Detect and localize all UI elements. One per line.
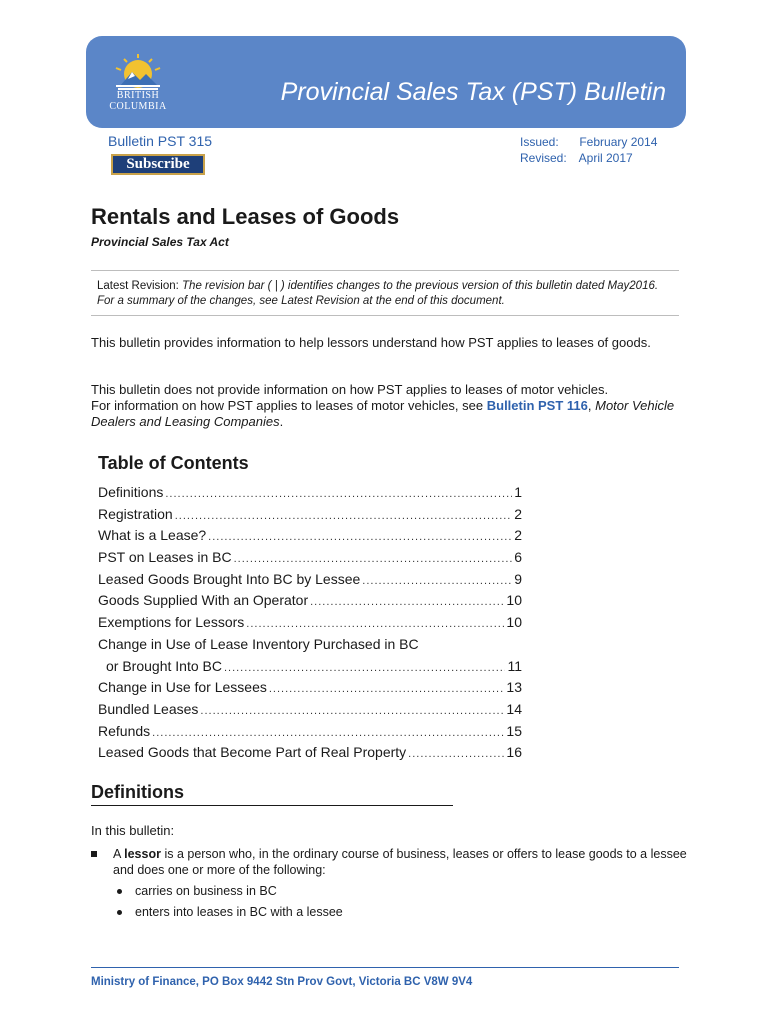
intro-paragraph-2 — [91, 382, 676, 430]
toc-item[interactable]: Goods Supplied With an Operator ..... 10 — [98, 590, 522, 612]
list-item: enters into leases in BC with a lessee — [113, 902, 691, 923]
issued-label: Issued: — [520, 135, 559, 149]
toc-item[interactable]: Change in Use of Lease Inventory Purchased in BC — [98, 635, 419, 652]
intro-para2-sep: , — [587, 398, 596, 413]
square-bullet-icon — [91, 851, 97, 857]
lessor-conditions — [113, 881, 691, 923]
subscribe-button[interactable]: Subscribe — [111, 154, 205, 175]
sun-mountains-icon — [102, 52, 174, 92]
toc-item[interactable]: Exemptions for Lessors ..... 10 — [98, 612, 522, 634]
revision-label: Latest Revision: — [97, 280, 179, 292]
footer-divider — [91, 967, 679, 968]
bulletin-pst-116-link[interactable]: Bulletin PST 116 — [486, 398, 588, 413]
intro-para2-end: . — [279, 414, 284, 429]
toc-item[interactable]: What is a Lease? ..... 2 — [98, 525, 522, 547]
revised-value: April 2017 — [578, 151, 633, 165]
toc-item[interactable]: Leased Goods Brought Into BC by Lessee ..... 9 — [98, 569, 522, 591]
intro-paragraph-1: This bulletin provides information to help lessors understand how PST applies to leases of goods. — [91, 335, 651, 350]
toc-item[interactable]: Leased Goods that Become Part of Real Property ..... 16 — [98, 742, 522, 764]
issued-value: February 2014 — [579, 135, 658, 149]
toc-item[interactable]: Change in Use for Lessees ..... 13 — [98, 677, 522, 699]
list-item: carries on business in BC — [113, 881, 691, 902]
toc-item[interactable]: Bundled Leases ..... 14 — [98, 699, 522, 721]
table-of-contents — [98, 482, 522, 764]
round-bullet-icon — [117, 889, 122, 894]
toc-item[interactable]: Registration ..... 2 — [98, 504, 522, 526]
revision-text: The revision bar ( | ) identifies changes to the previous version of this bulletin dated May2016. For a summary of the changes, see Latest Revision at the end of this document. — [97, 280, 659, 307]
intro-para2-line1: This bulletin does not provide information on how PST applies to leases of motor vehicles. — [91, 382, 609, 397]
document-title: Rentals and Leases of Goods — [91, 204, 400, 229]
intro-para2-prefix: For information on how PST applies to leases of motor vehicles, see — [91, 398, 487, 413]
toc-title: Table of Contents — [98, 453, 249, 473]
definitions-heading: Definitions — [91, 782, 453, 806]
toc-item[interactable]: Definitions ..... 1 — [98, 482, 522, 504]
logo-text-line2: COLUMBIA — [109, 101, 167, 112]
lessor-term: lessor — [124, 847, 161, 861]
round-bullet-icon — [117, 910, 122, 915]
toc-item[interactable]: PST on Leases in BC ..... 6 — [98, 547, 522, 569]
toc-item[interactable]: Refunds ..... 15 — [98, 721, 522, 743]
revised-label: Revised: — [520, 151, 567, 165]
bulletin-number: Bulletin PST 315 — [108, 133, 213, 149]
toc-item[interactable]: or Brought Into BC ..... 11 — [98, 656, 522, 678]
footer-address: Ministry of Finance, PO Box 9442 Stn Prov Govt, Victoria BC V8W 9V4 — [91, 976, 473, 988]
document-subtitle: Provincial Sales Tax Act — [91, 235, 229, 249]
revised-row — [520, 151, 633, 165]
latest-revision-box — [91, 270, 679, 316]
header-title: Provincial Sales Tax (PST) Bulletin — [280, 78, 666, 106]
bc-logo — [102, 52, 174, 116]
definitions-list — [91, 846, 691, 923]
logo-text-line1: BRITISH — [116, 90, 160, 101]
issued-row — [520, 135, 657, 149]
definitions-intro: In this bulletin: — [91, 823, 175, 838]
intro-para2-italic: Motor Vehicle Dealers and Leasing Companies — [91, 398, 675, 429]
list-item: A lessor is a person who, in the ordinary course of business, leases or offers to lease goods to a lessee and does one or more of the following: carries on business in BC enters into leases in BC with a lessee — [91, 846, 691, 923]
